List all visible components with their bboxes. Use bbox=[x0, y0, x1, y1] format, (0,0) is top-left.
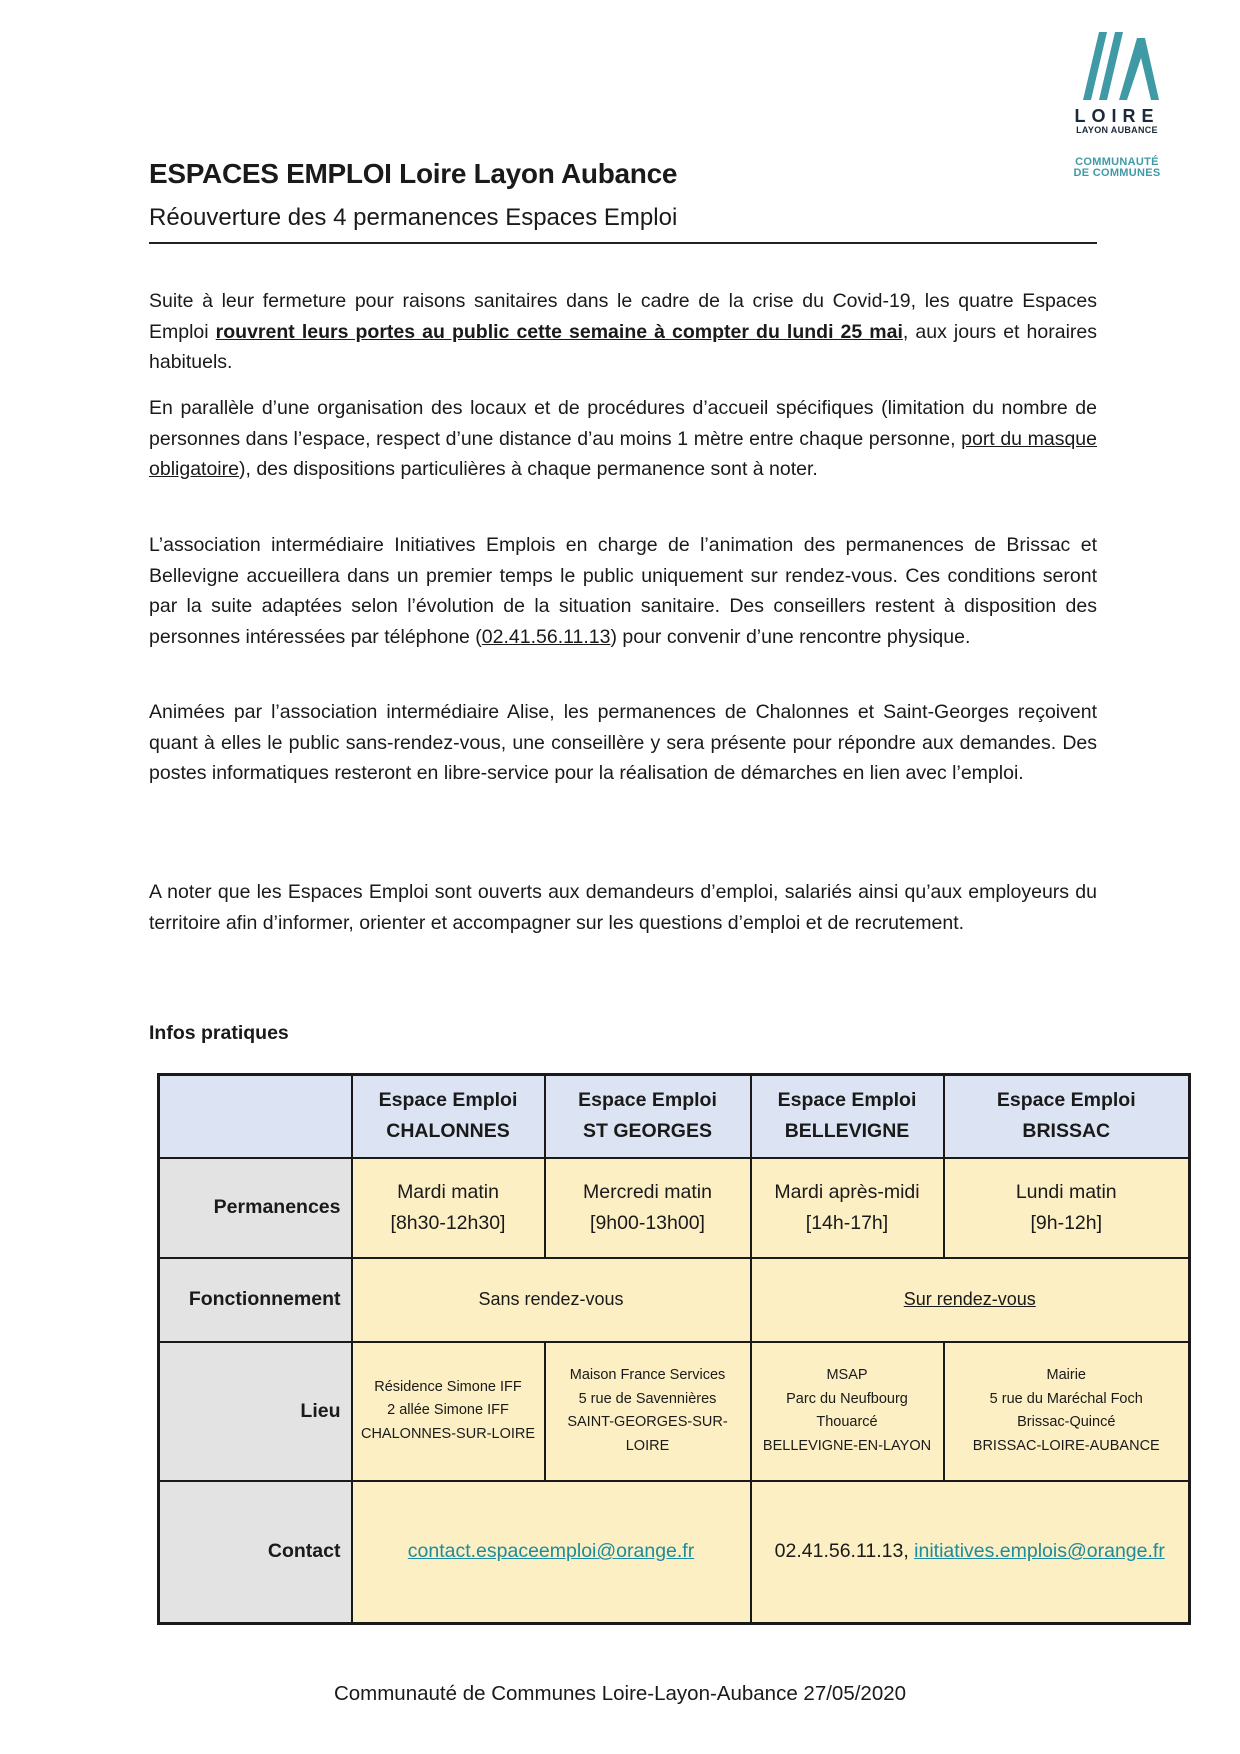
paragraph-alise: Animées par l’association intermédiaire Alise, les permanences de Chalonnes et Saint-Georges reçoivent quant à elles le public sans-rendez-vous, une conseillère y sera présente pour répondre aux demandes. Des postes informatiques resteront en libre-service pour la réalisation de démarches en lien avec l’emploi. bbox=[149, 701, 1097, 784]
permanence-brissac bbox=[944, 1158, 1190, 1258]
row-label-lieu: Lieu bbox=[159, 1342, 352, 1481]
permanence-day: Mercredi matin bbox=[583, 1180, 712, 1203]
lieu-bellevigne bbox=[751, 1342, 944, 1481]
permanence-chalonnes bbox=[352, 1158, 545, 1258]
lieu-line: Résidence Simone IFF bbox=[374, 1378, 522, 1395]
column-header-line2: ST GEORGES bbox=[583, 1120, 712, 1143]
column-header-line2: CHALONNES bbox=[386, 1120, 510, 1143]
table-corner bbox=[159, 1075, 352, 1158]
p2-mask-note: port du masque obligatoire bbox=[149, 427, 1097, 480]
paragraph-initiatives bbox=[149, 530, 1097, 652]
p3-phone[interactable]: 02.41.56.11.13 bbox=[481, 625, 611, 648]
table-row-contact bbox=[159, 1481, 1190, 1624]
lieu-line: 5 rue de Savennières bbox=[578, 1390, 717, 1407]
table-row-fonctionnement bbox=[159, 1258, 1190, 1342]
fonctionnement-sur-rdv bbox=[751, 1258, 1190, 1342]
column-header-line2: BELLEVIGNE bbox=[784, 1120, 910, 1143]
logo bbox=[1058, 28, 1176, 179]
logo-community-line1: COMMUNAUTÉ bbox=[1075, 156, 1159, 168]
lieu-chalonnes bbox=[352, 1342, 545, 1481]
column-header-line1: Espace Emploi bbox=[996, 1089, 1136, 1112]
lieu-line: Parc du Neufbourg bbox=[786, 1390, 908, 1407]
permanence-hours: [9h-12h] bbox=[1030, 1211, 1103, 1234]
row-label-permanences: Permanences bbox=[159, 1158, 352, 1258]
lieu-line: 5 rue du Maréchal Foch bbox=[989, 1390, 1143, 1407]
p1-text-c: , aux jours et horaires habituels. bbox=[149, 320, 1097, 373]
page-title: ESPACES EMPLOI Loire Layon Aubance bbox=[149, 158, 678, 189]
column-header-line2: BRISSAC bbox=[1022, 1120, 1111, 1143]
lieu-line: Maison France Services bbox=[569, 1367, 726, 1383]
contact-initiatives-email-link[interactable]: initiatives.emplois@orange.fr bbox=[914, 1540, 1165, 1563]
logo-name: LOIRE bbox=[1074, 106, 1160, 126]
lieu-line: 2 allée Simone IFF bbox=[387, 1402, 509, 1419]
p2-text-a: En parallèle d’une organisation des locaux et de procédures d’accueil spécifiques (limitation du nombre de personnes dans l’espace, respect d’une distance d’au moins 1 mètre entre chaque personne, bbox=[149, 397, 1097, 450]
lieu-brissac bbox=[944, 1342, 1190, 1481]
fonctionnement-sans-rdv: Sans rendez-vous bbox=[352, 1258, 751, 1342]
title-divider bbox=[149, 242, 1097, 244]
lieu-line: CHALONNES-SUR-LOIRE bbox=[360, 1425, 536, 1442]
column-header-line1: Espace Emploi bbox=[578, 1089, 717, 1112]
p3-text-c: ) pour convenir d’une rencontre physique. bbox=[610, 625, 971, 648]
footer: Communauté de Communes Loire-Layon-Aubance 27/05/2020 bbox=[333, 1682, 907, 1705]
lieu-st-georges bbox=[545, 1342, 751, 1481]
permanence-st-georges bbox=[545, 1158, 751, 1258]
column-header-chalonnes bbox=[352, 1075, 545, 1158]
infos-heading: Infos pratiques bbox=[149, 1022, 289, 1044]
lieu-line: BRISSAC-LOIRE-AUBANCE bbox=[972, 1437, 1160, 1454]
lieu-line: MSAP bbox=[826, 1367, 868, 1383]
table-row-permanences bbox=[159, 1158, 1190, 1258]
paragraph-note: A noter que les Espaces Emploi sont ouverts aux demandeurs d’emploi, salariés ainsi qu’aux employeurs du territoire afin d’informer, orienter et accompagner sur les questions d’emploi et de recrutement. bbox=[149, 881, 1097, 934]
permanence-hours: [8h30-12h30] bbox=[390, 1211, 506, 1234]
contact-phone: 02.41.56.11.13, bbox=[774, 1540, 915, 1563]
column-header-bellevigne bbox=[751, 1075, 944, 1158]
permanence-day: Mardi après-midi bbox=[774, 1180, 920, 1203]
column-header-line1: Espace Emploi bbox=[777, 1089, 917, 1112]
logo-community bbox=[1058, 157, 1176, 179]
lieu-line: BELLEVIGNE-EN-LAYON bbox=[762, 1437, 932, 1454]
column-header-st-georges bbox=[545, 1075, 751, 1158]
table-row-lieu bbox=[159, 1342, 1190, 1481]
contact-initiatives bbox=[751, 1481, 1190, 1624]
row-label-contact: Contact bbox=[159, 1481, 352, 1624]
logo-community-line2: DE COMMUNES bbox=[1073, 167, 1161, 179]
fonctionnement-sur-rdv-text: Sur rendez-vous bbox=[903, 1289, 1036, 1309]
paragraph-measures bbox=[149, 393, 1097, 485]
lieu-line: Thouarcé bbox=[816, 1414, 878, 1430]
p1-highlight: rouvrent leurs portes au public cette semaine à compter du lundi 25 mai bbox=[215, 320, 903, 343]
p3-text-a: L’association intermédiaire Initiatives Emplois en charge de l’animation des permanences de Brissac et Bellevigne accueillera dans un premier temps le public uniquement sur rendez-vous. Ces conditions seront par la suite adaptées selon l’évolution de la situation sanitaire. Des conseillers restent à disposition des personnes intéressées par téléphone ( bbox=[149, 534, 1097, 648]
permanence-bellevigne bbox=[751, 1158, 944, 1258]
p2-text-c: ), des dispositions particulières à chaque permanence sont à noter. bbox=[238, 458, 818, 480]
lieu-line: SAINT-GEORGES-SUR-LOIRE bbox=[567, 1414, 728, 1454]
column-header-brissac bbox=[944, 1075, 1190, 1158]
contact-alise bbox=[352, 1481, 751, 1624]
paragraph-reopening bbox=[149, 286, 1097, 378]
table-header-row bbox=[159, 1075, 1190, 1158]
row-label-fonctionnement: Fonctionnement bbox=[159, 1258, 352, 1342]
logo-mark-icon bbox=[1069, 28, 1165, 106]
permanence-hours: [9h00-13h00] bbox=[590, 1211, 705, 1234]
permanence-day: Lundi matin bbox=[1015, 1180, 1117, 1203]
logo-sub: LAYON AUBANCE bbox=[1076, 125, 1158, 135]
page-subtitle: Réouverture des 4 permanences Espaces Emploi bbox=[149, 204, 678, 231]
permanence-day: Mardi matin bbox=[397, 1180, 499, 1203]
lieu-line: Brissac-Quincé bbox=[1017, 1414, 1116, 1430]
permanence-hours: [14h-17h] bbox=[805, 1211, 889, 1234]
contact-email-link[interactable]: contact.espaceemploi@orange.fr bbox=[407, 1540, 695, 1563]
lieu-line: Mairie bbox=[1046, 1367, 1086, 1383]
column-header-line1: Espace Emploi bbox=[378, 1089, 518, 1112]
infos-table bbox=[157, 1073, 1191, 1625]
p1-text-a: Suite à leur fermeture pour raisons sanitaires dans le cadre de la crise du Covid-19, les quatre Espaces Emploi bbox=[149, 290, 1097, 343]
